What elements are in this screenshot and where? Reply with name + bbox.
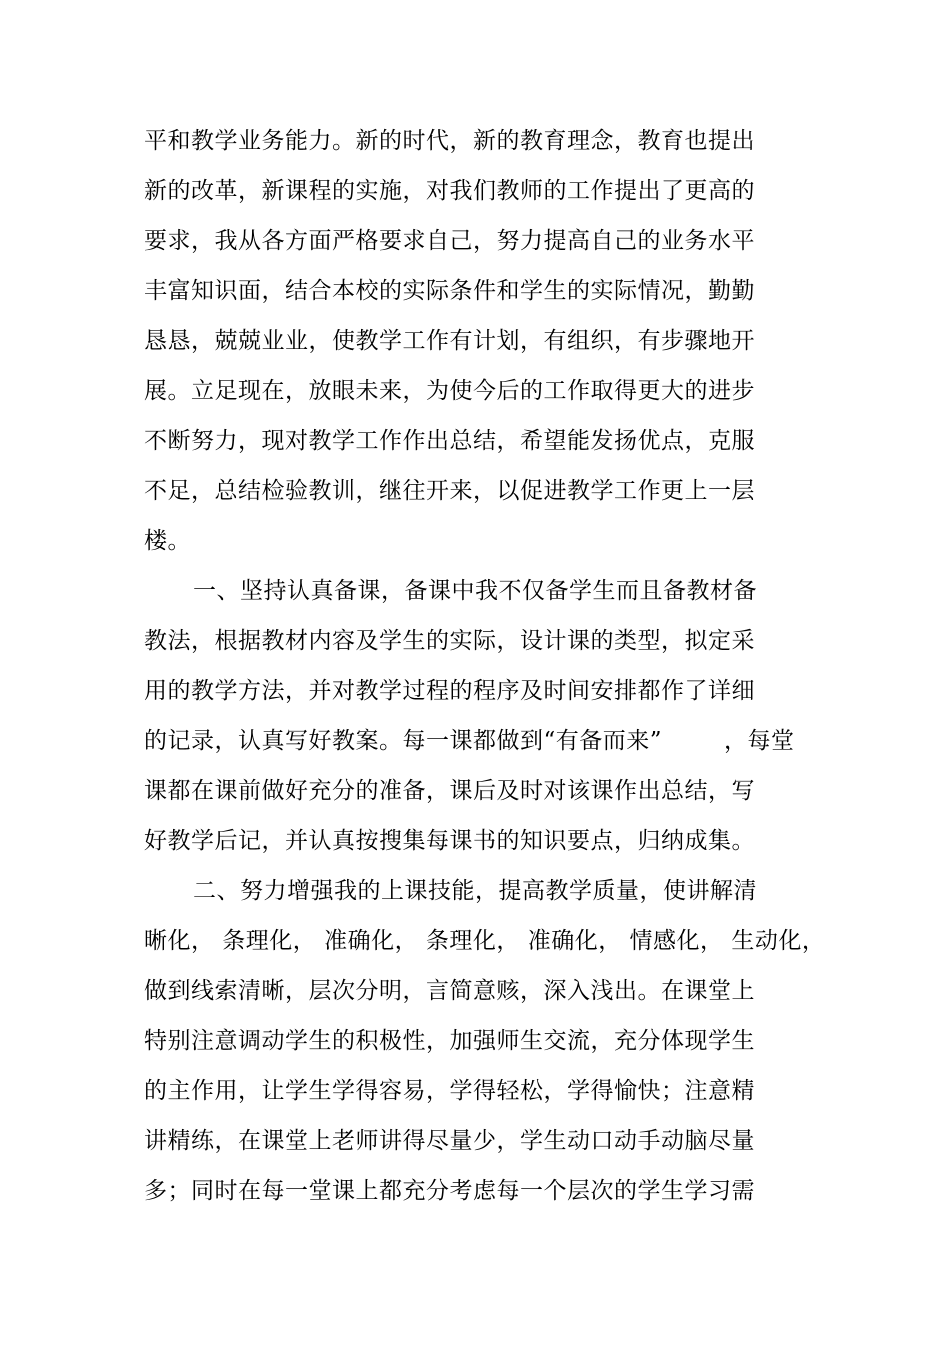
text-line: 晰化， 条理化， 准确化， 条理化， 准确化， 情感化， 生动化， xyxy=(144,928,826,954)
text-line: 做到线索清晰，层次分明，言简意赅，深入浅出。在课堂上 xyxy=(144,978,755,1004)
text-line: 讲精练，在课堂上老师讲得尽量少，学生动口动手动脑尽量 xyxy=(144,1128,755,1154)
text-line: 不足，总结检验教训，继往开来，以促进教学工作更上一层 xyxy=(144,478,755,504)
text-line: 楼。 xyxy=(144,528,191,554)
text-line: 特别注意调动学生的积极性，加强师生交流，充分体现学生 xyxy=(144,1028,755,1054)
text-line: 恳恳，兢兢业业，使教学工作有计划，有组织，有步骤地开 xyxy=(144,328,755,354)
text-line: 的主作用，让学生学得容易，学得轻松，学得愉快；注意精 xyxy=(144,1078,755,1104)
text-line: 平和教学业务能力。新的时代，新的教育理念，教育也提出 xyxy=(144,128,755,154)
text-segment: ，每堂 xyxy=(724,728,795,754)
text-line-with-gap xyxy=(144,721,795,761)
text-line: 展。立足现在，放眼未来，为使今后的工作取得更大的进步 xyxy=(144,378,755,404)
text-segment: 的记录，认真写好教案。每一课都做到“有备而来” xyxy=(144,728,663,754)
paragraph-2-first-line: 二、努力增强我的上课技能，提高教学质量，使讲解清 xyxy=(193,878,757,904)
text-line: 好教学后记，并认真按搜集每课书的知识要点，归纳成集。 xyxy=(144,828,755,854)
paragraph-1-first-line: 一、坚持认真备课，备课中我不仅备学生而且备教材备 xyxy=(193,578,757,604)
text-line: 用的教学方法，并对教学过程的程序及时间安排都作了详细 xyxy=(144,678,755,704)
text-line: 要求，我从各方面严格要求自己，努力提高自己的业务水平 xyxy=(144,228,755,254)
text-line: 教法，根据教材内容及学生的实际，设计课的类型，拟定采 xyxy=(144,628,755,654)
text-line: 丰富知识面，结合本校的实际条件和学生的实际情况，勤勤 xyxy=(144,278,755,304)
text-line: 新的改革，新课程的实施，对我们教师的工作提出了更高的 xyxy=(144,178,755,204)
text-line: 不断努力，现对教学工作作出总结，希望能发扬优点，克服 xyxy=(144,428,755,454)
text-line: 课都在课前做好充分的准备，课后及时对该课作出总结，写 xyxy=(144,778,755,804)
text-line: 多；同时在每一堂课上都充分考虑每一个层次的学生学习需 xyxy=(144,1178,755,1204)
